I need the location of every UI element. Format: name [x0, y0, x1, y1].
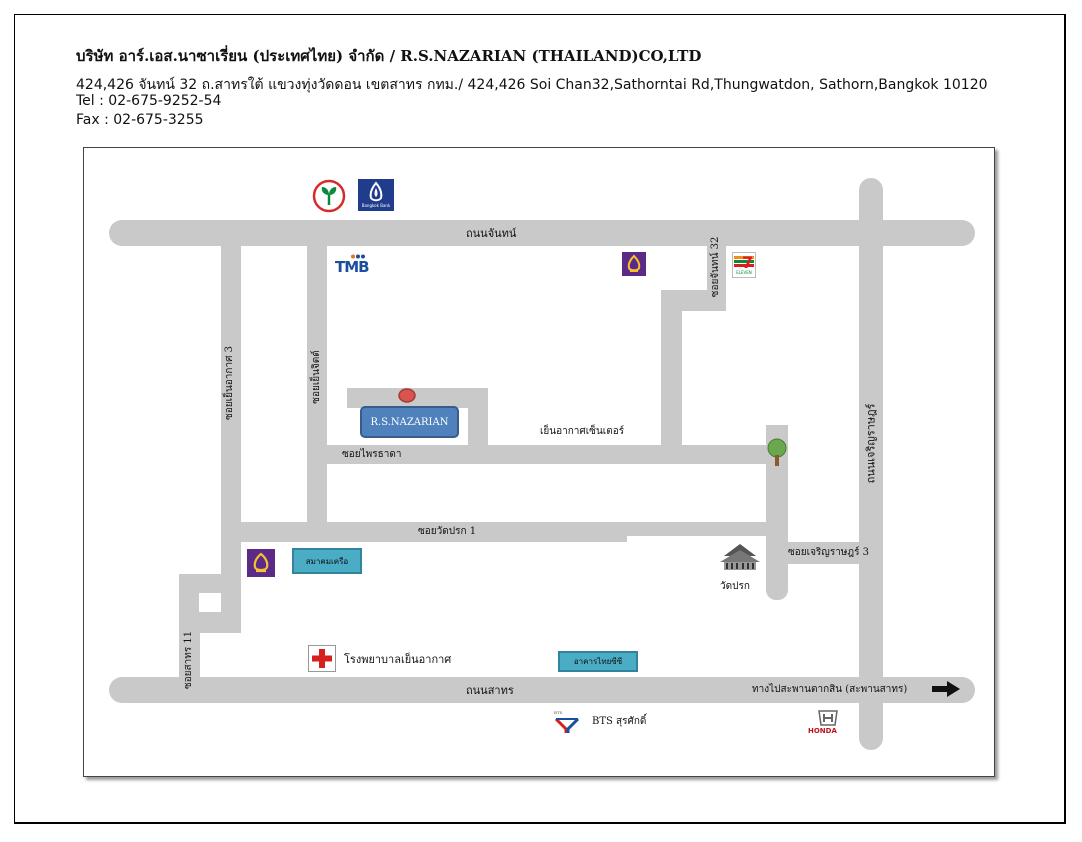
kasikorn-bank-logo-icon [312, 179, 346, 213]
tmb-logo-icon: TMB [335, 258, 369, 276]
label-bts-logo-text: BTS [554, 710, 563, 715]
label-soi-yenchit: ซอยเย็นจิตต์ [311, 350, 322, 404]
tmb-logo-dots-icon [350, 254, 366, 259]
label-charoenrat-road: ถนนเจริญราษฎร์ [864, 403, 878, 484]
label-chan-road: ถนนจันทน์ [466, 227, 517, 240]
label-soi-sathorn-11: ซอยสาทร 11 [183, 630, 194, 690]
road-company-spur [347, 388, 488, 408]
company-address: 424,426 จันทน์ 32 ถ.สาทรใต้ แขวงทุ่งวัดดอน เขตสาทร กทม./ 424,426 Soi Chan32,Sathorntai Rd,Thungwatdon, Sathorn,Bangkok 10120 [76, 77, 988, 93]
label-honda: HONDA [808, 727, 837, 735]
road-company-spur-down [468, 388, 488, 445]
label-temple: วัดปรก [720, 581, 750, 592]
map [83, 147, 995, 777]
scb-bank-logo-icon [622, 252, 646, 276]
company-fax: Fax : 02-675-3255 [76, 112, 204, 128]
road-soi-wat-prok-1-east [627, 522, 766, 536]
road-chan [109, 220, 975, 246]
company-name: บริษัท อาร์.เอส.นาซาเรี่ยน (ประเทศไทย) จำกัด / R.S.NAZARIAN (THAILAND)CO,LTD [76, 47, 702, 65]
tree-icon [766, 438, 788, 468]
label-to-taksin-bridge: ทางไปสะพานตากสิน (สะพานสาทร) [752, 684, 908, 695]
hospital-cross-icon [308, 645, 336, 672]
label-soi-chan-32: ซอยจันทน์ 32 [710, 236, 721, 298]
lanna-building-box: สมาคมเครือ [292, 548, 362, 574]
seven-eleven-text: ELEVEN [736, 270, 752, 275]
road-block-notch [199, 593, 221, 612]
label-hospital: โรงพยาบาลเย็นอากาศ [344, 653, 452, 666]
location-pin-icon [398, 388, 416, 403]
road-soi-chan-32-lower [661, 290, 682, 445]
label-yenakat-center: เย็นอากาศเซ็นเตอร์ [540, 426, 625, 437]
label-sathorn-road: ถนนสาทร [466, 684, 514, 697]
scb-bank-logo-2-icon [247, 549, 275, 577]
thai-cc-building-box: อาคารไทยซีซี [558, 651, 638, 672]
seven-eleven-logo-icon: 7 ELEVEN [732, 252, 756, 278]
temple-icon [718, 542, 762, 572]
label-soi-wat-prok-1: ซอยวัดปรก 1 [418, 526, 477, 537]
bangkok-bank-text: Bangkok Bank [361, 203, 391, 208]
label-soi-phraiphatha: ซอยไพรธาดา [342, 449, 402, 460]
bangkok-bank-logo-icon [358, 179, 394, 211]
company-tel: Tel : 02-675-9252-54 [76, 93, 222, 109]
direction-arrow-icon [932, 681, 960, 697]
label-soi-yenakat-3: ซอยเย็นอากาศ 3 [224, 346, 235, 420]
honda-logo-icon [817, 709, 839, 727]
label-bts-station: BTS สุรศักดิ์ [592, 716, 647, 727]
label-soi-charoenrat-3: ซอยเจริญราษฎร์ 3 [788, 547, 870, 558]
company-location-box: R.S.NAZARIAN [360, 406, 459, 438]
